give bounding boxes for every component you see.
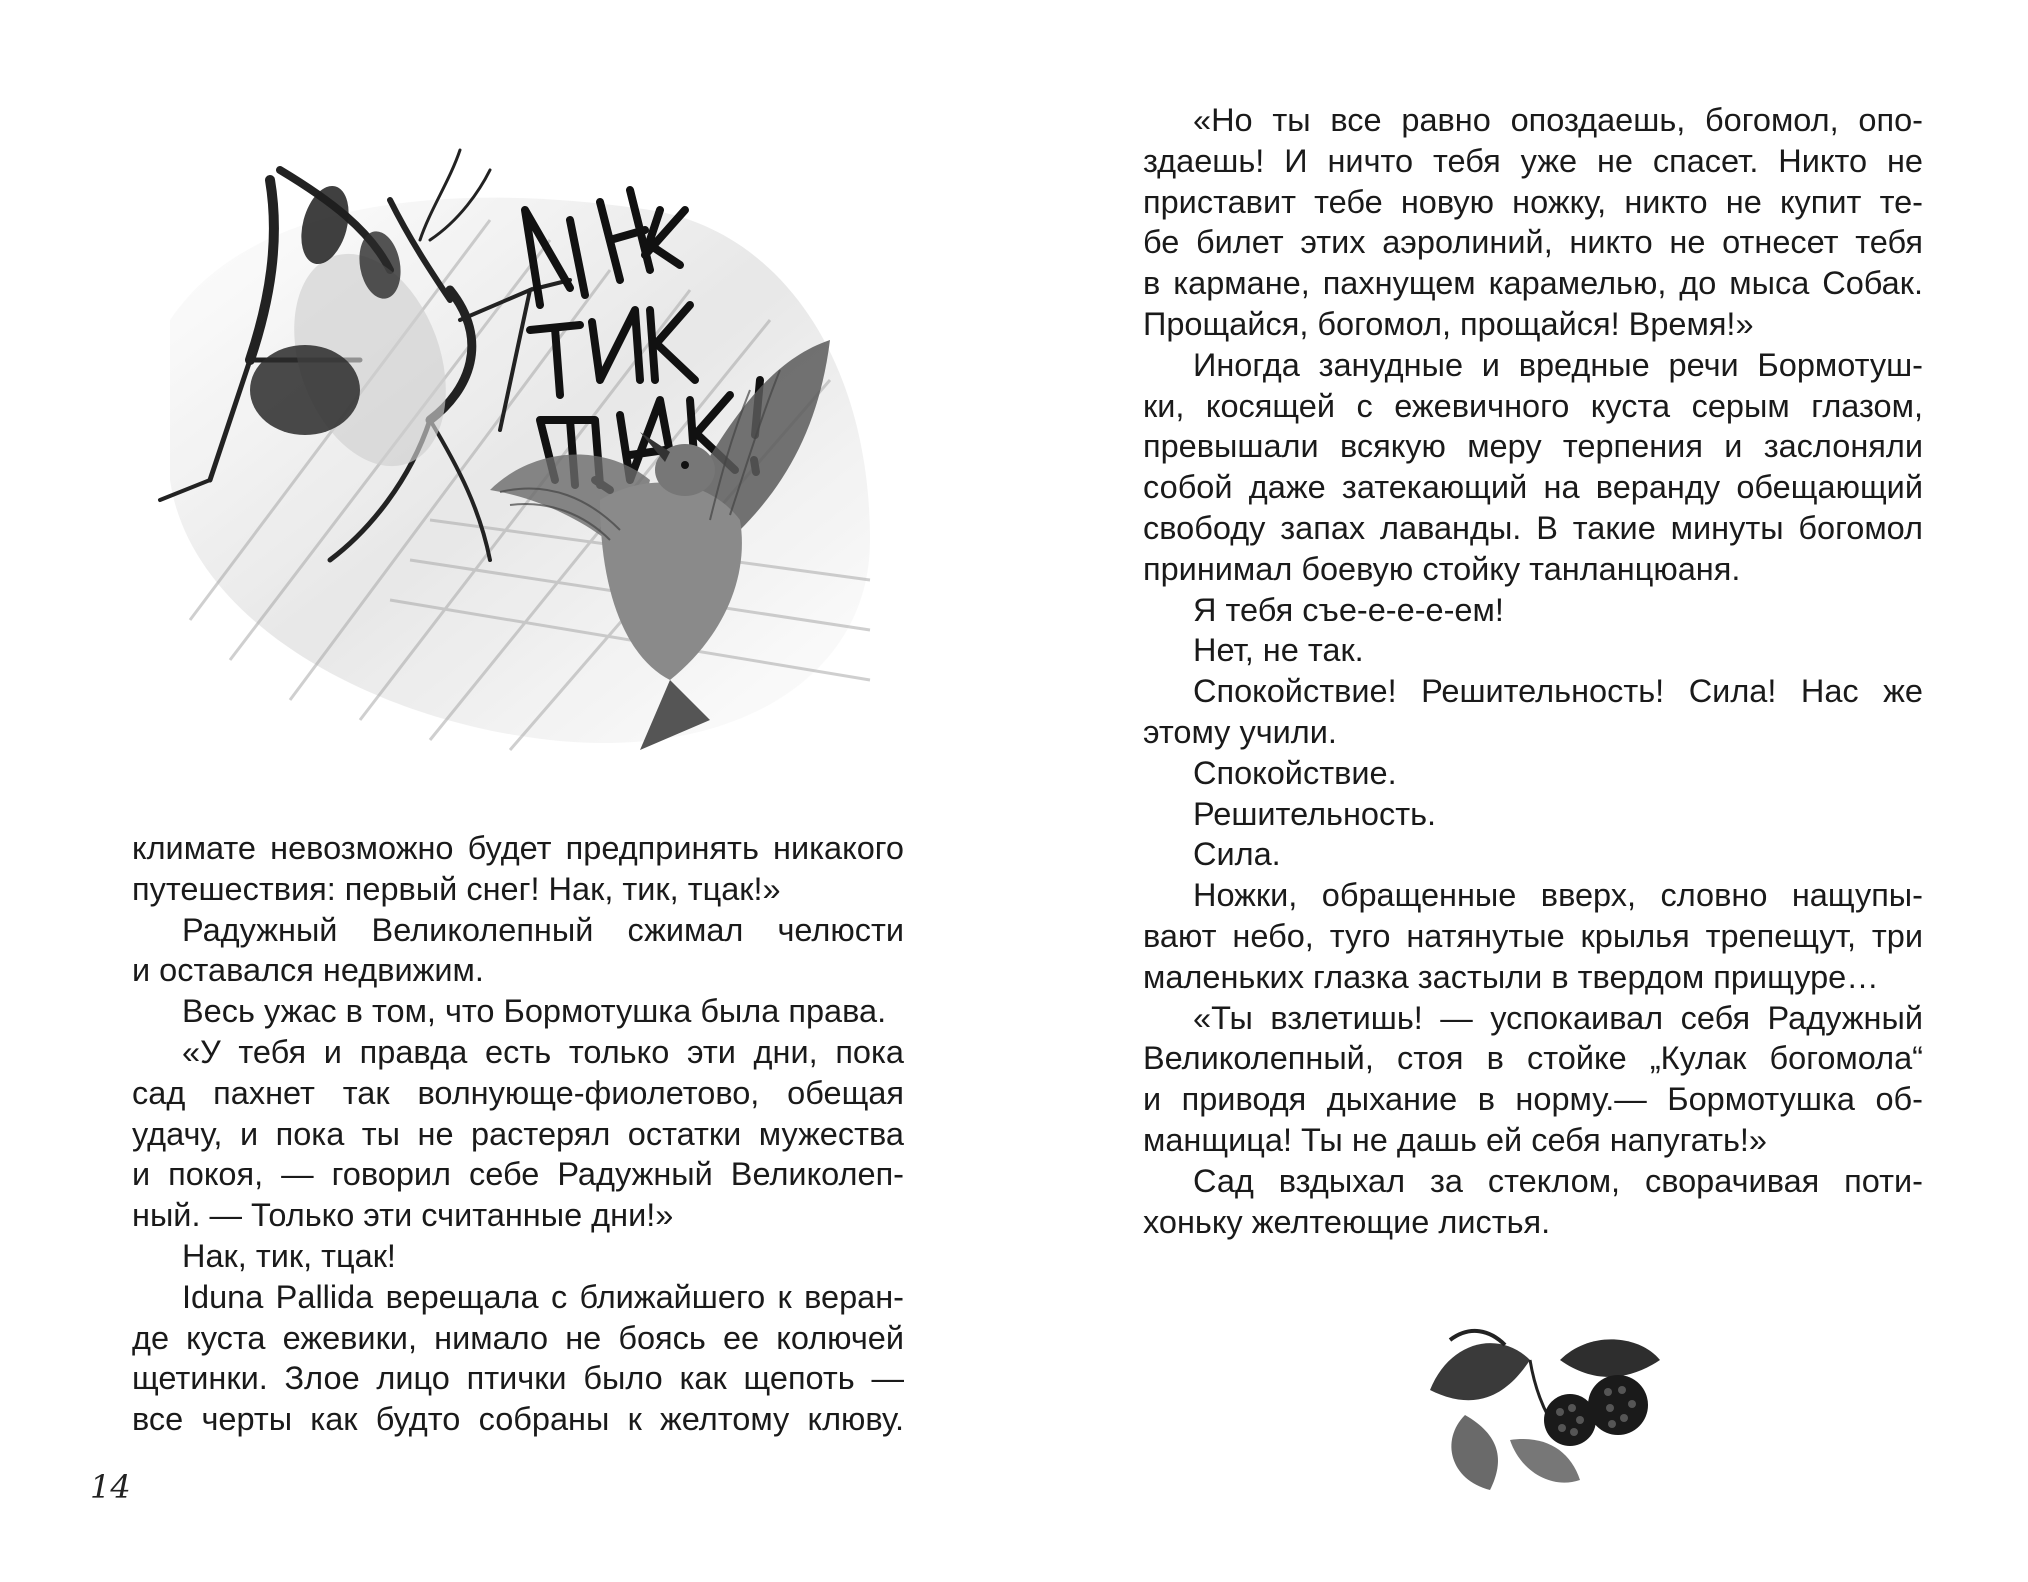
text-line: климате невозможно будет предпринять никакого [132,830,904,866]
page-number: 14 [90,1468,131,1506]
text-line: Сад вздыхал за стеклом, сворачивая поти- [1193,1162,1923,1199]
text-line: Весь ужас в том, что Бормотушка была права. [182,993,887,1030]
text-line: Нет, не так. [1193,632,1364,669]
text-line: этому учили. [1143,713,1337,750]
text-line: все черты как будто собраны к желтому клюву. [132,1401,904,1438]
text-line: де куста ежевики, нимало не боясь ее колючей [132,1319,904,1356]
text-line: Я тебя съе-е-е-е-ем! [1193,591,1504,628]
text-line: маленьких глазка застыли в твердом прищуре… [1143,958,1879,995]
text-line: хоньку желтеющие листья. [1143,1203,1551,1240]
text-line: «Ты взлетишь! — успокаивал себя Радужный [1193,999,1923,1036]
text-line: манщица! Ты не дашь ей себя напугать!» [1143,1121,1767,1158]
right-page-text [1143,100,1923,1242]
text-line: собой даже затекающий на веранду обещающий [1143,469,1923,506]
text-line: принимал боевую стойку танланцюаня. [1143,550,1741,587]
text-line: Iduna Pallida верещала с ближайшего к веран- [182,1278,904,1315]
text-line: сад пахнет так волнующе-фиолетово, обещая [132,1074,904,1111]
blackberry-sprig-illustration [1410,1320,1680,1510]
text-line: и оставался недвижим. [132,952,484,989]
text-line: и покоя, — говорил себе Радужный Великолеп- [132,1156,904,1193]
text-line: удачу, и пока ты не растерял остатки мужества [132,1115,904,1152]
text-line: Спокойствие. [1193,754,1397,791]
text-line: Сила. [1193,836,1281,873]
text-line: Нак, тик, тцак! [182,1237,396,1274]
text-line: бе билет этих аэролиний, никто не отнесет тебя [1143,224,1923,261]
text-line: Ножки, обращенные вверх, словно нащупы- [1193,877,1923,914]
mantis-and-bird-illustration [130,60,890,760]
text-line: Решительность. [1193,795,1437,832]
text-line: в кармане, пахнущем карамелью, до мыса Собак. [1143,265,1923,302]
text-line: Радужный Великолепный сжимал челюсти [182,911,904,948]
text-line: щетинки. Злое лицо птички было как щепоть — [132,1360,904,1397]
text-line: ки, косящей с ежевичного куста серым глазом, [1143,387,1923,424]
text-line: приставит тебе новую ножку, никто не купит те- [1143,183,1923,220]
text-line: «У тебя и правда есть только эти дни, пока [182,1033,904,1070]
text-line: ный. — Только эти считанные дни!» [132,1197,674,1234]
text-line: Иногда занудные и вредные речи Бормотуш- [1193,346,1923,383]
left-page-text [132,828,904,1440]
text-line: путешествия: первый снег! Нак, тик, тцак!» [132,870,781,907]
text-line: Великолепный, стоя в стойке „Кулак богомола“ [1143,1040,1923,1077]
text-line: вают небо, туго натянутые крылья трепещут, три [1143,917,1923,954]
text-line: «Но ты все равно опоздаешь, богомол, опо- [1193,102,1923,138]
text-line: здаешь! И ничто тебя уже не спасет. Никто не [1143,142,1923,179]
text-line: Прощайся, богомол, прощайся! Время!» [1143,305,1754,342]
text-line: и приводя дыхание в норму.— Бормотушка об- [1143,1081,1923,1118]
text-line: свободу запах лаванды. В такие минуты богомол [1143,509,1923,546]
text-line: Спокойствие! Решительность! Сила! Нас же [1193,673,1923,710]
text-line: превышали всякую меру терпения и заслоняли [1143,428,1923,465]
